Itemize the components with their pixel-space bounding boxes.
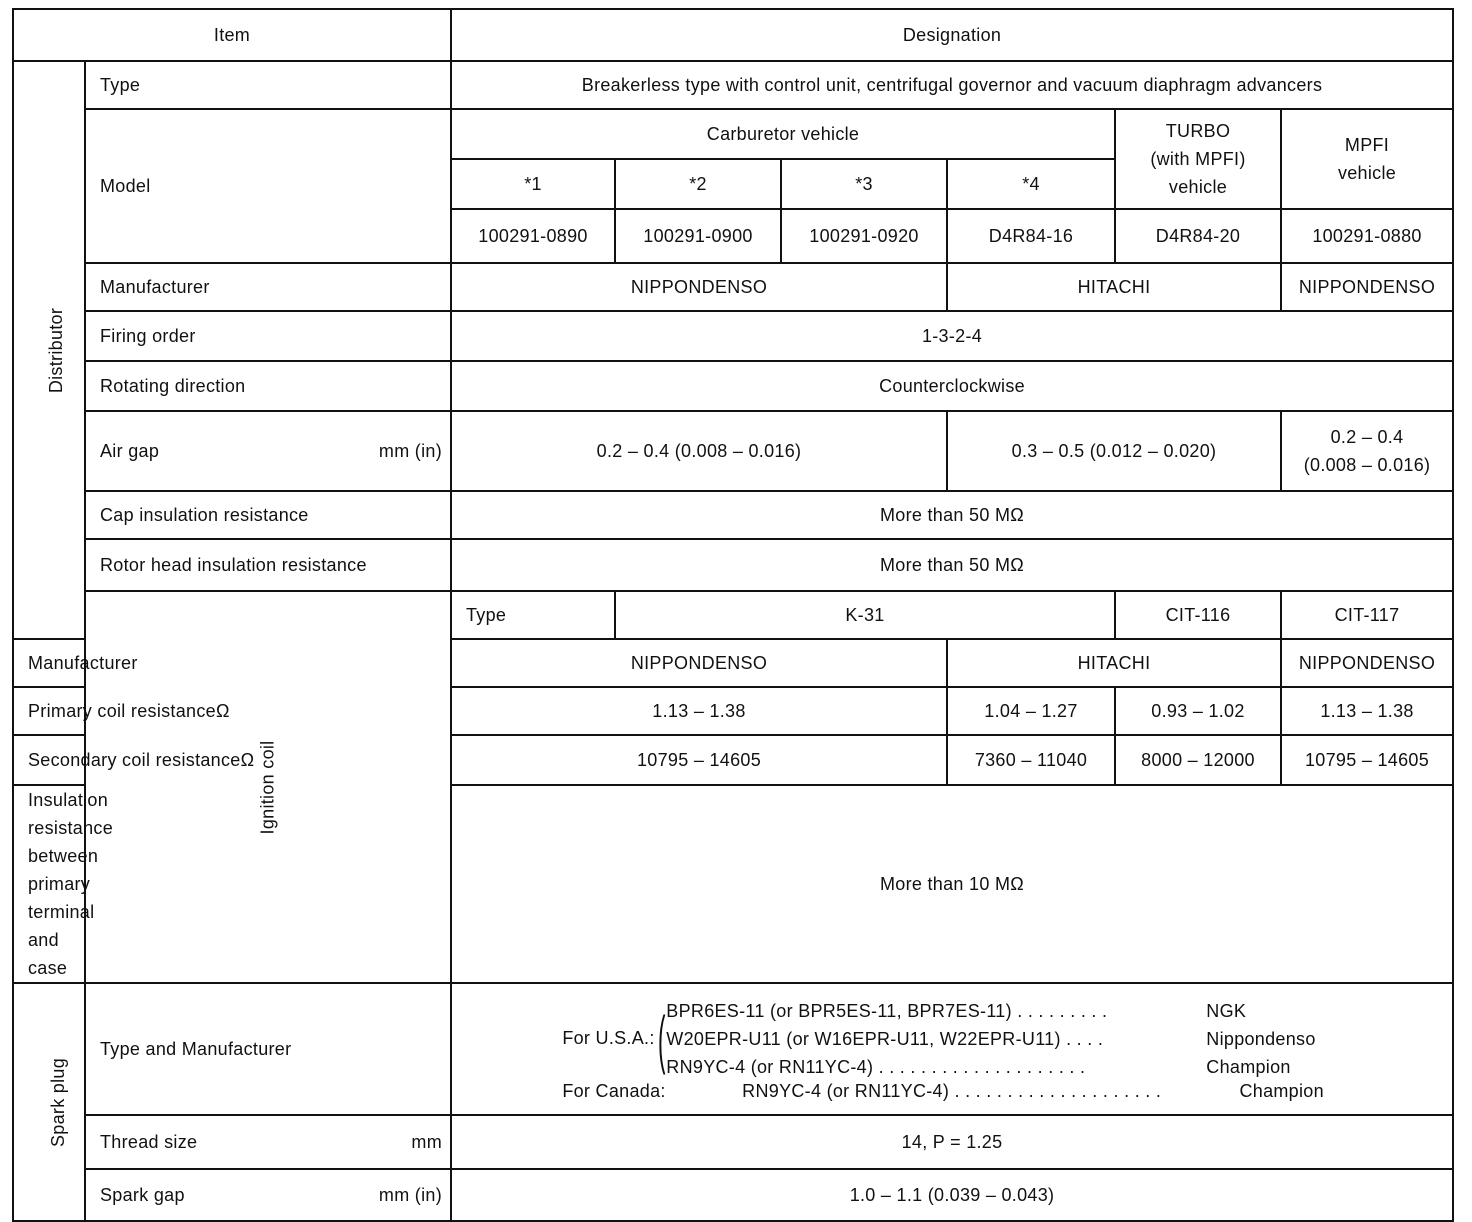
spark-gap-row (13, 1169, 1453, 1221)
row-label: Firing order (85, 311, 451, 361)
group-distributor (13, 61, 85, 639)
list-item: BPR6ES-11 (or BPR5ES-11, BPR7ES-11) . . . . . . . . . NGK (666, 1000, 1247, 1021)
air-gap-row (13, 411, 1453, 491)
cap-insulation-row (13, 491, 1453, 539)
model-number: D4R84-20 (1115, 209, 1281, 263)
group-ignition-coil (85, 591, 451, 983)
secondary-resistance-value: 10795 – 14605 (451, 735, 947, 785)
distributor-model-row (13, 109, 1453, 159)
coil-manufacturer-value: NIPPONDENSO (451, 639, 947, 687)
row-label: Rotor head insulation resistance (85, 539, 451, 591)
model-carburetor: Carburetor vehicle (451, 109, 1115, 159)
coil-type-value: CIT-117 (1281, 591, 1453, 639)
firing-order-value: 1-3-2-4 (451, 311, 1453, 361)
rotating-direction-value: Counterclockwise (451, 361, 1453, 411)
row-label-coil-insulation: Insulation resistance between primary terminal and case (13, 785, 85, 983)
secondary-resistance-value: 10795 – 14605 (1281, 735, 1453, 785)
unit-label: mm (in) (378, 440, 442, 461)
model-number: 100291-0920 (781, 209, 947, 263)
group-label-distributor: Distributor (46, 307, 67, 393)
model-variant: *3 (781, 159, 947, 209)
row-label: Type (451, 591, 615, 639)
air-gap-value: 0.3 – 0.5 (0.012 – 0.020) (947, 411, 1281, 491)
header-designation: Designation (451, 9, 1453, 61)
spec-sheet (12, 8, 1452, 1205)
row-label: Type (85, 61, 451, 109)
air-gap-value: 0.2 – 0.4 (0.008 – 0.016) (451, 411, 947, 491)
coil-manufacturer-value: NIPPONDENSO (1281, 639, 1453, 687)
firing-order-row (13, 311, 1453, 361)
row-label: Manufacturer (13, 639, 85, 687)
header-row (13, 9, 1453, 61)
model-number: 100291-0890 (451, 209, 615, 263)
plug-type-value (451, 983, 1453, 1115)
row-label-primary: Primary coil resistance Ω (13, 687, 85, 735)
manufacturer-value: NIPPONDENSO (451, 263, 947, 311)
row-label: Rotating direction (85, 361, 451, 411)
coil-type-value: K-31 (615, 591, 1115, 639)
header-item: Item (13, 9, 451, 61)
coil-type-value: CIT-116 (1115, 591, 1281, 639)
unit-label: mm (411, 1131, 442, 1152)
primary-resistance-value: 0.93 – 1.02 (1115, 687, 1281, 735)
secondary-resistance-value: 7360 – 11040 (947, 735, 1115, 785)
rotor-insulation-value: More than 50 MΩ (451, 539, 1453, 591)
cap-insulation-value: More than 50 MΩ (451, 491, 1453, 539)
coil-manufacturer-value: HITACHI (947, 639, 1281, 687)
list-item: RN9YC-4 (or RN11YC-4) . . . . . . . . . . . . . . . . . . . . Champion (666, 1056, 1291, 1077)
canada-label: For Canada: (562, 1080, 666, 1101)
thread-size-value: 14, P = 1.25 (451, 1115, 1453, 1169)
canada-plug-line: For Canada: RN9YC-4 (or RN11YC-4) . . . . . . . . . . . . . . . . . . . . Champion (562, 1080, 1324, 1101)
rotating-direction-row (13, 361, 1453, 411)
brace-glyph: ( (657, 1002, 666, 1075)
primary-resistance-value: 1.13 – 1.38 (1281, 687, 1453, 735)
unit-label: Ω (215, 700, 230, 721)
model-variant: *1 (451, 159, 615, 209)
model-variant: *4 (947, 159, 1115, 209)
distributor-type-row (13, 61, 1453, 109)
specification-table (12, 8, 1454, 1222)
thread-size-row (13, 1115, 1453, 1169)
row-label-secondary: Secondary coil resistance Ω (13, 735, 85, 785)
primary-resistance-value: 1.04 – 1.27 (947, 687, 1115, 735)
model-turbo: TURBO (with MPFI) vehicle (1115, 109, 1281, 209)
primary-resistance-value: 1.13 – 1.38 (451, 687, 947, 735)
rotor-insulation-row (13, 539, 1453, 591)
row-label-air-gap: Air gap mm (in) (85, 411, 451, 491)
row-label: Cap insulation resistance (85, 491, 451, 539)
model-number: 100291-0900 (615, 209, 781, 263)
row-label: Manufacturer (85, 263, 451, 311)
plug-type-row (13, 983, 1453, 1115)
manufacturer-value: NIPPONDENSO (1281, 263, 1453, 311)
model-number: D4R84-16 (947, 209, 1115, 263)
usa-plug-list (666, 997, 1326, 1081)
distributor-type-value: Breakerless type with control unit, centrifugal governor and vacuum diaphragm advancers (451, 61, 1453, 109)
unit-label: mm (in) (378, 1184, 442, 1205)
model-mpfi: MPFI vehicle (1281, 109, 1453, 209)
group-label-ignition-coil: Ignition coil (257, 740, 278, 834)
row-label-spark-gap: Spark gap mm (in) (85, 1169, 451, 1221)
group-label-spark-plug: Spark plug (48, 1057, 69, 1147)
distributor-manufacturer-row (13, 263, 1453, 311)
row-label: Model (85, 109, 451, 263)
spark-gap-value: 1.0 – 1.1 (0.039 – 0.043) (451, 1169, 1453, 1221)
row-label: Type and Manufacturer (85, 983, 451, 1115)
usa-label: For U.S.A.: (562, 1028, 655, 1048)
unit-label: Ω (240, 749, 255, 770)
manufacturer-value: HITACHI (947, 263, 1281, 311)
coil-insulation-value: More than 10 MΩ (451, 785, 1453, 983)
secondary-resistance-value: 8000 – 12000 (1115, 735, 1281, 785)
model-variant: *2 (615, 159, 781, 209)
row-label-thread: Thread size mm (85, 1115, 451, 1169)
model-number: 100291-0880 (1281, 209, 1453, 263)
group-spark-plug (13, 983, 85, 1221)
coil-type-row (13, 591, 1453, 639)
list-item: W20EPR-U11 (or W16EPR-U11, W22EPR-U11) . . . . Nippondenso (666, 1028, 1316, 1049)
air-gap-mpfi: 0.2 – 0.4 (0.008 – 0.016) (1281, 411, 1453, 491)
